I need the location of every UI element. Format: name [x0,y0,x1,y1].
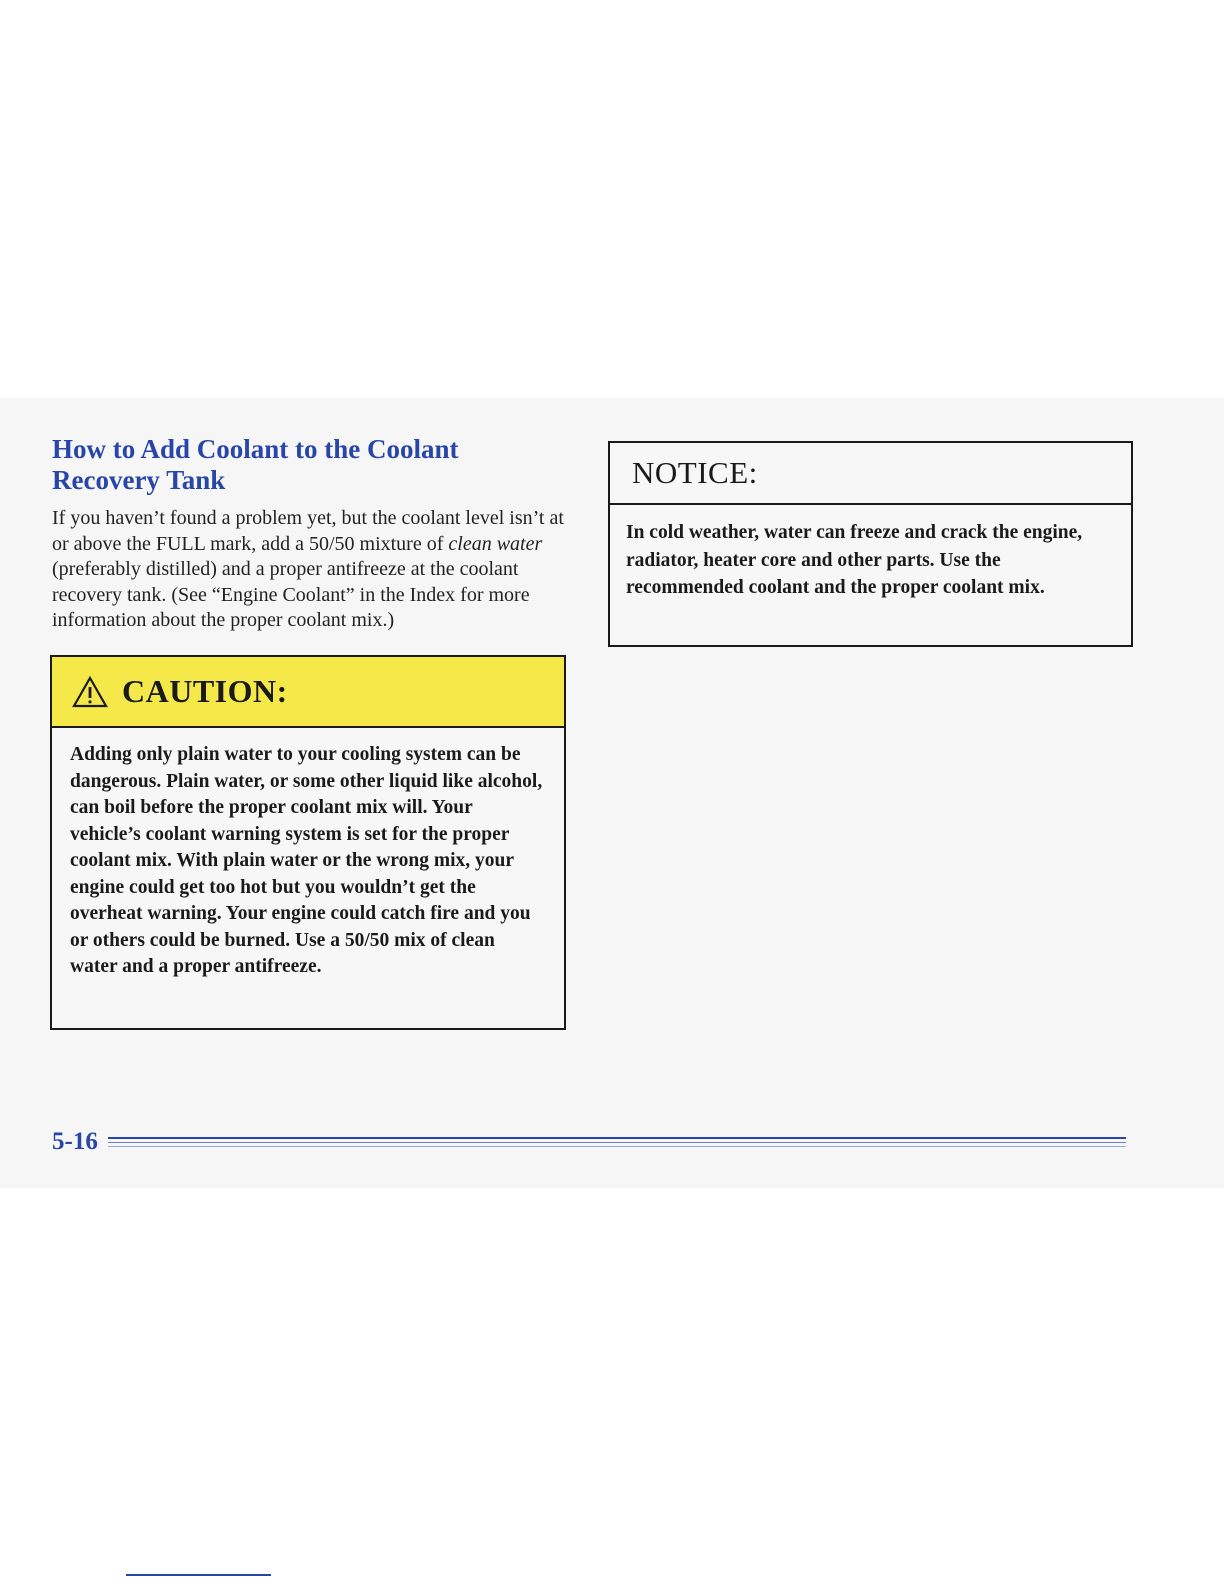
section-title-line1: How to Add Coolant to the Coolant [52,434,459,464]
footer-rule [108,1137,1126,1147]
caution-header [52,657,564,728]
intro-emphasis: clean water [448,532,543,555]
bottom-divider [126,1574,271,1576]
section-title-line2: Recovery Tank [52,465,226,495]
caution-box [50,655,566,1030]
intro-text-part1: If you haven’t found a problem yet, but the coolant level isn’t at or above the FULL mark, add a 50/50 mixture of [52,507,564,555]
warning-triangle-icon [72,676,108,708]
notice-body: In cold weather, water can freeze and crack the engine, radiator, heater core and other parts. Use the recommended coolant and the proper coolant mix. [626,522,1083,598]
notice-header [610,443,1131,505]
notice-title: NOTICE: [632,455,758,490]
notice-box [608,441,1133,647]
caution-title: CAUTION: [122,673,288,709]
section-title [52,434,552,496]
caution-body: Adding only plain water to your cooling system can be dangerous. Plain water, or some other liquid like alcohol, can boil before the proper coolant mix will. Your vehicle’s coolant warning system is set for the proper coolant mix. With plain water or the wrong mix, your engine could get too hot but you wouldn’t get the overheat warning. Your engine could catch fire and you or others could be burned. Use a 50/50 mix of clean water and a proper antifreeze. [70,744,543,977]
intro-text-part2: (preferably distilled) and a proper antifreeze at the coolant recovery tank. (See “Engine Coolant” in the Index for more information about the proper coolant mix.) [52,558,530,631]
page-number: 5-16 [52,1128,98,1155]
intro-paragraph [52,506,567,634]
